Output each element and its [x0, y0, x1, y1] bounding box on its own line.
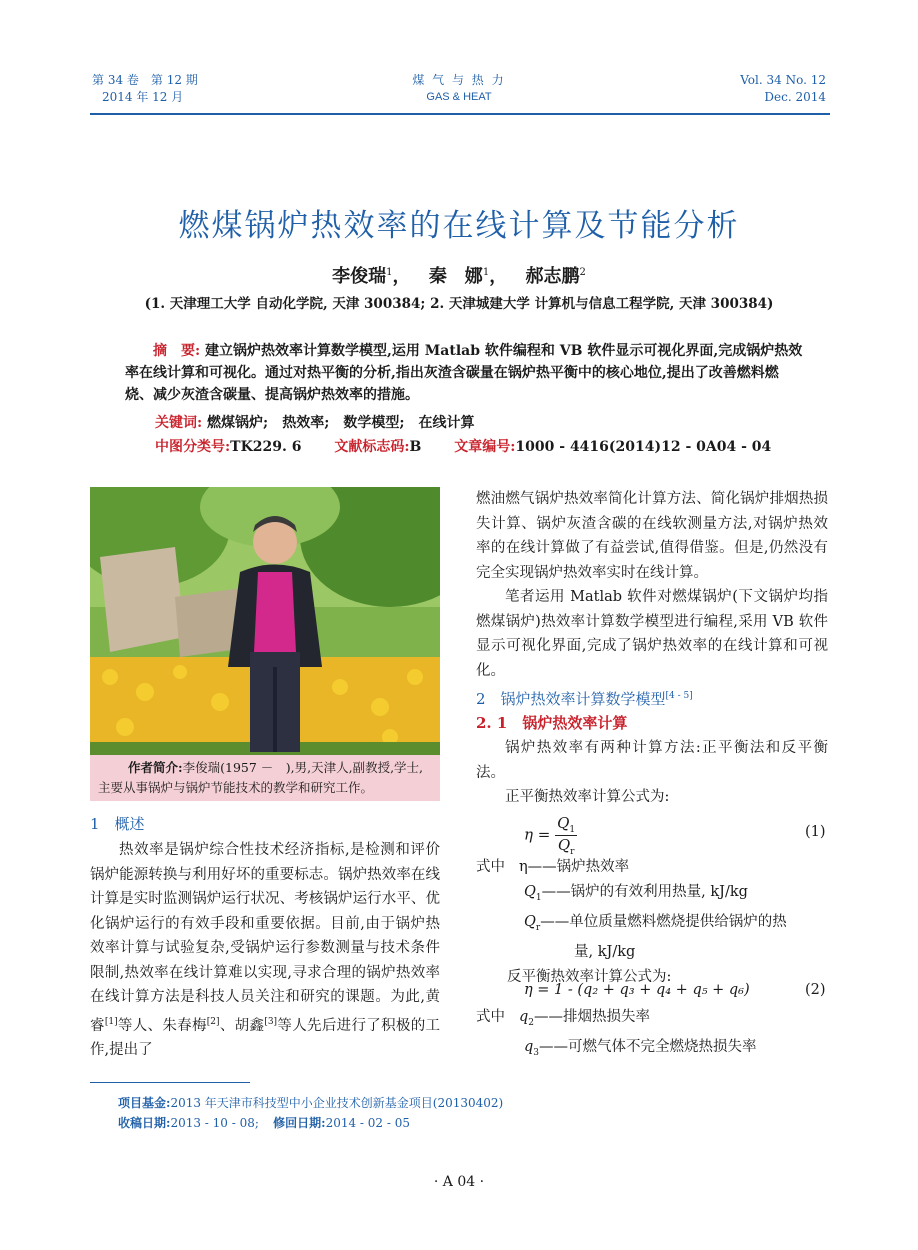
author-name: 李俊瑞: [332, 266, 387, 287]
affiliation: (1. 天津理工大学 自动化学院, 天津 300384; 2. 天津城建大学 计算机与信息工程学院, 天津 300384): [144, 296, 774, 312]
equation-2-number: (2): [805, 982, 826, 998]
keywords: [155, 412, 475, 432]
equation-2-definitions: 式中 $q_2——$排烟热损失率 $q_3——$可燃气体不完全燃烧热损失率: [476, 1009, 757, 1059]
header-rule: [90, 113, 830, 115]
abstract-text: 建立锅炉热效率计算数学模型,运用 Matlab 软件编程和 VB 软件显示可视化界面,完成锅炉热效率在线计算和可视化。通过对热平衡的分析,指出灰渣含碳量在锅炉热平衡中的核心地位,提出了改善燃料燃烧、减少灰渣含碳量、提高锅炉热效率的措施。: [125, 343, 803, 403]
footnote-dates: 收稿日期:2013 - 10 - 08; 修回日期:2014 - 02 - 05: [118, 1116, 411, 1130]
author-list: 李俊瑞$^1$， 秦 娜$^1$， 郝志鹏$^2$: [332, 266, 586, 287]
header-volume: Vol. 34 No. 12 Dec. 2014: [740, 73, 826, 104]
section-2-1-heading: 2. 1 锅炉热效率计算: [476, 714, 628, 732]
paragraph: 燃油燃气锅炉热效率简化计算方法、简化锅炉排烟热损失计算、锅炉灰渣含碳的在线软测量方法,对锅炉热效率的在线计算做了有益尝试,值得借鉴。但是,仍然没有完全实现锅炉热效率实时在线计算。: [476, 491, 828, 581]
section-1-body: 热效率是锅炉综合性技术经济指标,是检测和评价锅炉能源转换与利用好坏的重要标志。锅炉热效率在线计算是实时监测锅炉运行状况、考核锅炉运行水平、优化锅炉运行的有效手段和重要依据。目前,由于锅炉热效率计算与试验复杂,受锅炉运行参数测量与技术条件限制,热效率在线计算难以实现,寻求合理的锅炉热效率在线计算方法是科技人员关注和研究的课题。为此,黄睿[1]等人、朱春梅[2]、胡鑫[3]等人先后进行了积极的工作,提出了: [90, 842, 441, 1058]
equation-1-definitions: 式中 η——锅炉热效率 $Q_1——$锅炉的有效利用热量, kJ/kg $Q_r——$单位质量燃料燃烧提供给锅炉的热 量, kJ/kg 反平衡热效率计算公式为:: [476, 859, 787, 985]
abstract-label: 摘 要:: [153, 343, 201, 359]
author-bio: [90, 755, 440, 801]
paragraph: 笔者运用 Matlab 软件对燃煤锅炉(下文锅炉均指燃煤锅炉)热效率计算数学模型进行编程,采用 VB 软件显示可视化界面,完成了锅炉热效率的在线计算和可视化。: [476, 589, 828, 679]
equation-2: η = 1 - (q₂ + q₃ + q₄ + q₅ + q₆): [524, 982, 750, 998]
abstract: [125, 340, 805, 406]
equation-1: η = $\frac{Q_1}{Q_r}$: [524, 814, 576, 857]
classification: 中图分类号:TK229. 6 文献标志码:B 文章编号:1000 - 4416(2014)12 - 0A04 - 04: [155, 439, 772, 455]
bio-label: 作者简介:: [128, 760, 183, 775]
paper-title: 燃煤锅炉热效率的在线计算及节能分析: [178, 208, 740, 244]
author-photo: [90, 487, 440, 755]
header-journal: 煤 气 与 热 力 GAS & HEAT: [412, 73, 506, 103]
bio-text: 李俊瑞(1957 － ),男,天津人,副教授,学士,主要从事锅炉与锅炉节能技术的教学和研究工作。: [98, 760, 424, 795]
section-1-heading: 1 概述: [90, 815, 145, 833]
keywords-text: 燃煤锅炉; 热效率; 数学模型; 在线计算: [207, 415, 475, 431]
author-name: 秦 娜: [428, 266, 483, 287]
section-2-1-body: 锅炉热效率有两种计算方法:正平衡法和反平衡法。 正平衡热效率计算公式为:: [476, 740, 828, 805]
footnote-rule: [90, 1082, 250, 1083]
author-name: 郝志鹏: [525, 266, 580, 287]
page-number: · A 04 ·: [433, 1174, 485, 1190]
section-2-heading: 2 锅炉热效率计算数学模型[4 - 5]: [476, 690, 693, 708]
equation-1-number: (1): [805, 824, 826, 840]
right-column-text: [476, 487, 828, 683]
header-issue: 第 34 卷 第 12 期 2014 年 12 月: [92, 73, 198, 104]
footnote-fund: 项目基金:2013 年天津市科技型中小企业技术创新基金项目(20130402): [118, 1096, 504, 1110]
keywords-label: 关键词:: [155, 415, 203, 431]
